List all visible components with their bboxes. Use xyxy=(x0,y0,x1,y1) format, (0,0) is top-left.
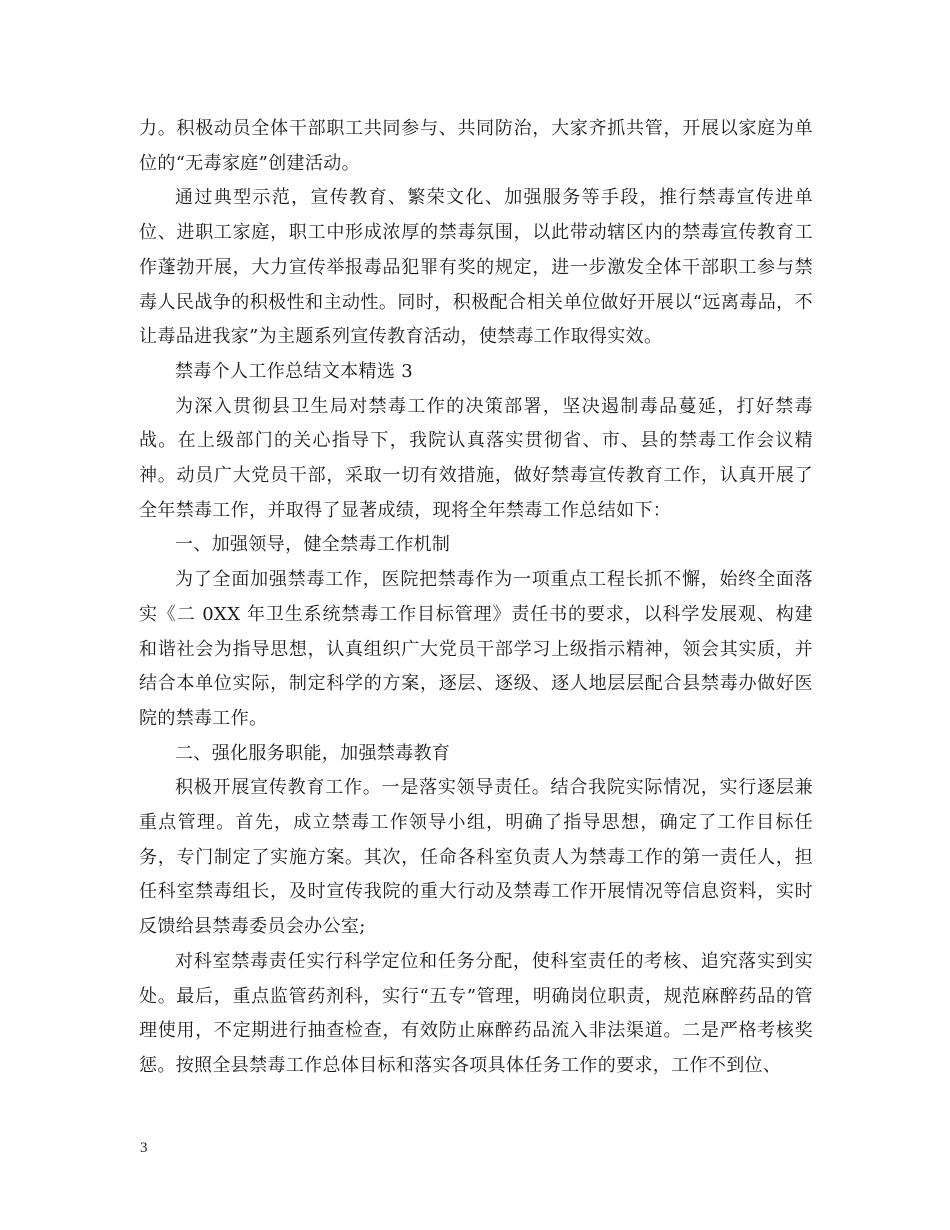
section-title: 禁毒个人工作总结文本精选 3 xyxy=(175,360,414,382)
paragraph-5: 积极开展宣传教育工作。一是落实领导责任。结合我院实际情况，实行逐层兼重点管理。首先，成立禁毒工作领导小组，明确了指导思想，确定了工作目标任务，专门制定了实施方案。其次，任命各科室负责人为禁毒工作的第一责任人，担任科室禁毒组长，及时宣传我院的重大行动及禁毒工作开展情况等信息资料，实时反馈给县禁毒委员会办公室; xyxy=(139,777,813,938)
page-number: 3 xyxy=(140,1140,148,1156)
paragraph-6: 对科室禁毒责任实行科学定位和任务分配，使科室责任的考核、追究落实到实处。最后，重点监管药剂科，实行“五专”管理，明确岗位职责，规范麻醉药品的管理使用，不定期进行抽查检查，有效防止麻醉药品流入非法渠道。二是严格考核奖惩。按照全县禁毒工作总体目标和落实各项具体任务工作的要求，工作不到位、 xyxy=(139,950,813,1076)
paragraph-3: 为深入贯彻县卫生局对禁毒工作的决策部署，坚决遏制毒品蔓延，打好禁毒战。在上级部门的关心指导下，我院认真落实贯彻省、市、县的禁毒工作会议精神。动员广大党员干部，采取一切有效措施，做好禁毒宣传教育工作，认真开展了全年禁毒工作，并取得了显著成绩，现将全年禁毒工作总结如下： xyxy=(139,395,813,521)
paragraph-2: 通过典型示范，宣传教育、繁荣文化、加强服务等手段，推行禁毒宣传进单位、进职工家庭，职工中形成浓厚的禁毒氛围，以此带动辖区内的禁毒宣传教育工作蓬勃开展，大力宣传举报毒品犯罪有奖的规定，进一步激发全体干部职工参与禁毒人民战争的积极性和主动性。同时，积极配合相关单位做好开展以“远离毒品，不让毒品进我家”为主题系列宣传教育活动，使禁毒工作取得实效。 xyxy=(139,187,813,348)
paragraph-1: 力。积极动员全体干部职工共同参与、共同防治，大家齐抓共管，开展以家庭为单位的“无毒家庭”创建活动。 xyxy=(139,118,813,174)
heading-two: 二、强化服务职能，加强禁毒教育 xyxy=(175,742,451,764)
document-body xyxy=(139,112,813,1084)
paragraph-4: 为了全面加强禁毒工作，医院把禁毒作为一项重点工程长抓不懈，始终全面落实《二 0XX 年卫生系统禁毒工作目标管理》责任书的要求，以科学发展观、构建和谐社会为指导思想，认真组织广大党员干部学习上级指示精神，领会其实质，并结合本单位实际，制定科学的方案，逐层、逐级、逐人地层层配合县禁毒办做好医院的禁毒工作。 xyxy=(139,569,813,729)
heading-one: 一、加强领导，健全禁毒工作机制 xyxy=(175,534,451,556)
